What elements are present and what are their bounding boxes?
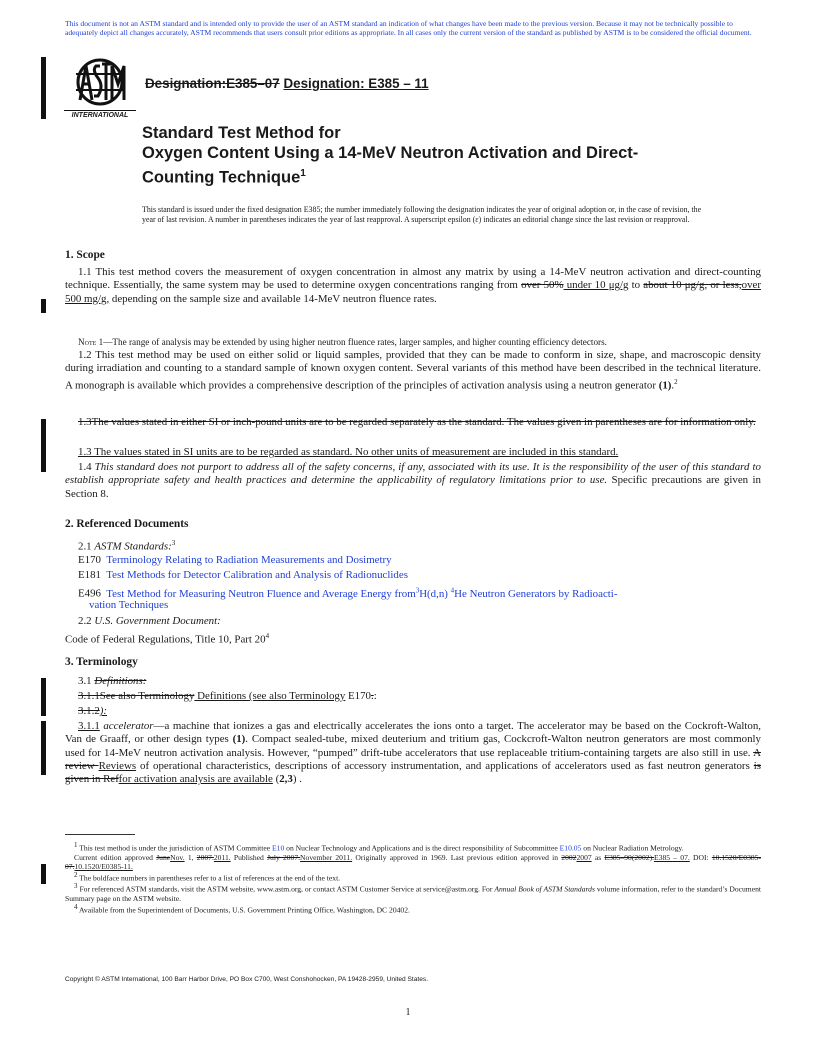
section-heading-terminology: 3. Terminology (65, 656, 138, 668)
reference-e496-link[interactable]: Test Method for Measuring Neutron Fluence and Average Energy from$^3$H(d,n) $^4$He Neutron Generators by Radioacti- (106, 586, 618, 600)
reference-e170-link[interactable]: Terminology Relating to Radiation Measurements and Dosimetry (106, 554, 392, 566)
designation-new: Designation: E385 – 11 (283, 76, 429, 91)
revision-notice: This document is not an ASTM standard and is intended only to provide the user of an ASTM standard an indication of what changes have been made to the previous version. Because it may not be technically possible to adequately depict all changes accurately, ASTM recommends that users consult prior editions as appropriate. In all cases only the current version of the standard as published by ASTM is to be considered the official document. (65, 19, 752, 37)
subcommittee-e10-05-link[interactable]: E10.05 (559, 843, 582, 853)
astm-logo (66, 56, 134, 118)
section-heading-scope: 1. Scope (65, 249, 105, 261)
copyright-line: Copyright © ASTM International, 100 Barr Harbor Drive, PO Box C700, West Conshohocken, PA 19428-2959, United States. (65, 976, 429, 983)
paragraph-3-1: 3.1 Definitions: (78, 675, 147, 687)
paragraph-1-4: 1.4 This standard does not purport to address all of the safety concerns, if any, associated with its use. It is the responsibility of the user of this standard to establish appropriate safety and health practices and determine the applicability of regulatory limitations prior to use. Specific precautions are given in Section 8. (65, 461, 761, 500)
reference-e170: E170 Terminology Relating to Radiation Measurements and Dosimetry (78, 554, 392, 566)
reference-e181-link[interactable]: Test Methods for Detector Calibration and Analysis of Radionuclides (106, 569, 408, 581)
paragraph-1-3-deleted: 1.3The values stated in either SI or inch-pound units are to be regarded separately as the standard. The values given in parentheses are for information only. (78, 416, 756, 428)
definition-accelerator: 3.1.1 accelerator—a machine that ionizes a gas and electrically accelerates the ions onto a target. The accelerator may be based on the Cockroft-Walton, Van de Graaff, or other design types (1). Compact sealed-tube, mixed deuterium and tritium gas, Cockcroft-Walton neutron generators are most commonly used for 14-MeV neutron activation analysis. However, “pumped” drift-tube accelerators that use replaceable tritium-containing targets are also still in use. A review Reviews of operational characteristics, descriptions of accessory instrumentation, and applications of accelerators used as fast neutron generators is given in Reffor activation analysis are available (2,3) . (65, 720, 762, 786)
change-bar (41, 57, 46, 119)
title-line-1: Standard Test Method for (142, 124, 341, 142)
reference-e496-link-cont[interactable]: vation Techniques (89, 599, 169, 611)
gov-document-label: 2.2 U.S. Government Document: (78, 615, 221, 627)
committee-e10-link[interactable]: E10 (272, 843, 285, 853)
cfr-reference: Code of Federal Regulations, Title 10, Part $20^4$ (65, 632, 270, 646)
issuance-statement: This standard is issued under the fixed designation E385; the number immediately following the designation indicates the year of original adoption or, in the case of revision, the year of last revision. A number in parentheses indicates the year of last reapproval. A superscript epsilon (ε) indicates an editorial change since the last revision or reapproval. (142, 205, 702, 224)
footnote-rule (65, 834, 135, 835)
designation-old: Designation:E385–07 (145, 76, 280, 91)
change-bar (41, 299, 46, 313)
change-bar (41, 721, 46, 775)
reference-e181: E181 Test Methods for Detector Calibration and Analysis of Radionuclides (78, 569, 408, 581)
paragraph-3-1-1-header: 3.1.1See also Terminology Definitions (see also Terminology E170.: (78, 690, 377, 702)
paragraph-1-3: 1.3 The values stated in SI units are to be regarded as standard. No other units of measurement are included in this standard. (78, 446, 619, 458)
astm-standards-label: 2.1 ASTM Standards:$^3$ (78, 539, 176, 553)
change-bar (41, 419, 46, 472)
change-bar (41, 678, 46, 716)
paragraph-3-1-2: 3.1.2): (78, 705, 108, 717)
note-1: Note 1—The range of analysis may be extended by using higher neutron fluence rates, larger samples, and higher counting efficiency detectors. (78, 337, 607, 347)
logo-international: INTERNATIONAL (64, 110, 136, 119)
title-main: Oxygen Content Using a 14-MeV Neutron Activation and Direct-Counting Technique$^1$ (142, 144, 639, 186)
reference-e496: E496 Test Method for Measuring Neutron Fluence and Average Energy from$^3$H(d,n) $^4$He Neutron Generators by Radioacti- (78, 586, 618, 600)
footnote-1: $^1$ This test method is under the jurisdiction of ASTM Committee E10 on Nuclear Technology and Applications and is the direct responsibility of Subcommittee E10.05 on Nuclear Radiation Metrology. Current edition approved JuneNov. 1, 2007.2011. Published July 2007.November 2011. Originally approved in 1969. Last previous edition approved in 20022007 as E385–90(2002).E385 – 07. DOI: 10.1520/E0385-07.10.1520/E0385-11. $^2$ The boldface numbers in parentheses refer to a list of references at the end of the text. $^3$ For referenced ASTM standards, visit the ASTM website, www.astm.org, or contact ASTM Customer Service at service@astm.org. For Annual Book of ASTM Standards volume information, refer to the standard’s Document Summary page on the ASTM website. $^4$ Available from the Superintendent of Documents, U.S. Government Printing Office, Washington, DC 20402. (65, 841, 761, 915)
section-heading-referenced-documents: 2. Referenced Documents (65, 518, 189, 530)
designation (145, 76, 429, 91)
change-bar (41, 864, 46, 884)
paragraph-1-1: 1.1 This test method covers the measurement of oxygen concentration in almost any matrix by using a 14-MeV neutron activation and direct-counting technique. Essentially, the same system may be used to determine oxygen concentrations ranging from over 50% under 10 μg/g to about 10 μg/g, or less,over 500 mg/g, depending on the sample size and available 14-MeV neutron fluence rates. (65, 266, 761, 305)
page-number: 1 (405, 1007, 411, 1018)
paragraph-1-2: 1.2 This test method may be used on either solid or liquid samples, provided that they can be made to conform in size, shape, and macroscopic density during irradiation and counting to a standard sample of known oxygen content. Several variants of this method have been described in the technical literature. A monograph is available which provides a comprehensive description of the principles of activation analysis using a neutron generator (1).$^2$ (65, 349, 761, 392)
